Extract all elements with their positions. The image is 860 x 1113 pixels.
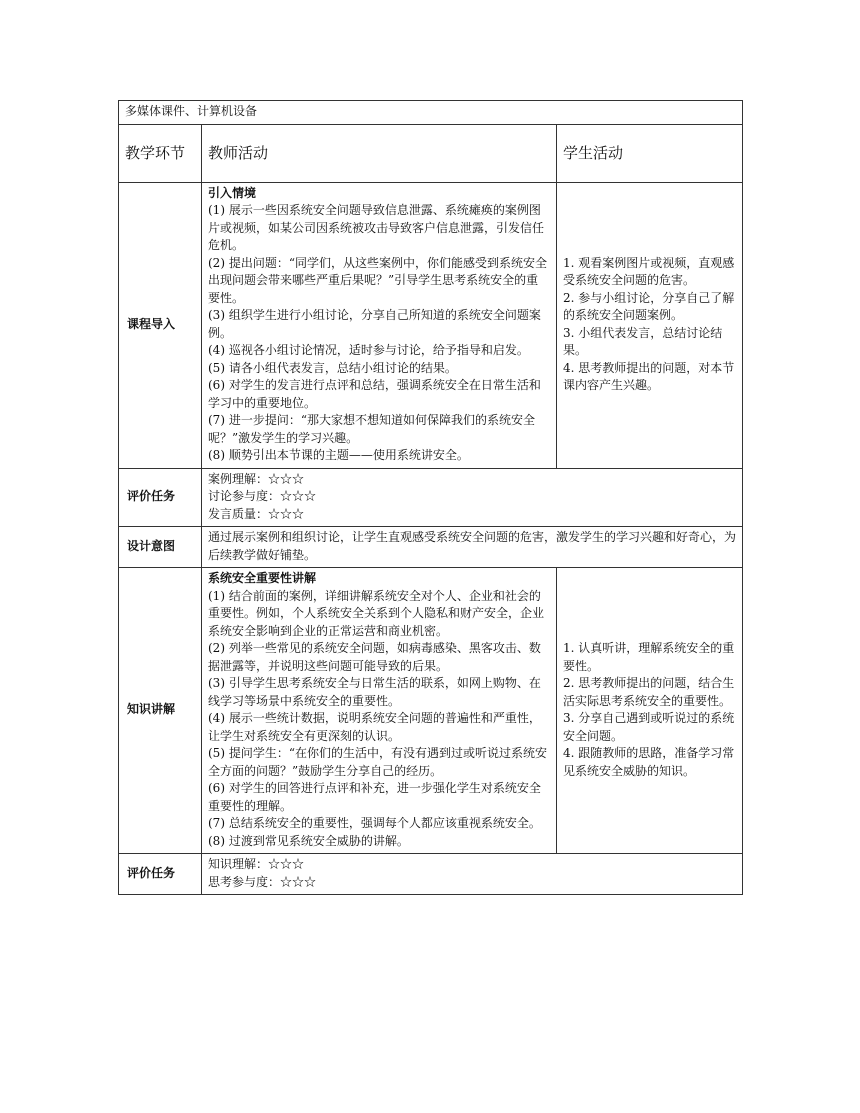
eval-item: 案例理解：☆☆☆ bbox=[208, 471, 305, 486]
knowledge-teacher-item: (8) 过渡到常见系统安全威胁的讲解。 bbox=[208, 833, 409, 848]
eval-label-1: 评价任务 bbox=[119, 468, 202, 527]
intro-teacher-item: (6) 对学生的发言进行点评和总结，强调系统安全在日常生活和学习中的重要地位。 bbox=[208, 378, 541, 410]
knowledge-teacher-title: 系统安全重要性讲解 bbox=[208, 571, 317, 585]
intro-teacher-title: 引入情境 bbox=[208, 185, 257, 200]
intro-teacher-cell bbox=[202, 182, 557, 468]
knowledge-label: 知识讲解 bbox=[119, 568, 202, 854]
knowledge-student-item: 3. 分享自己遇到或听说过的系统安全问题。 bbox=[563, 711, 735, 743]
knowledge-row bbox=[119, 568, 743, 854]
intro-teacher-item: (8) 顺势引出本节课的主题——使用系统讲安全。 bbox=[208, 448, 469, 462]
header-student: 学生活动 bbox=[557, 124, 743, 182]
design-row bbox=[119, 527, 743, 568]
knowledge-student-item: 4. 跟随教师的思路，准备学习常见系统安全威胁的知识。 bbox=[563, 746, 735, 778]
eval-row-2 bbox=[119, 854, 743, 895]
knowledge-teacher-item: (3) 引导学生思考系统安全与日常生活的联系，如网上购物、在线学习等场景中系统安全的重要性。 bbox=[208, 676, 541, 708]
knowledge-teacher-item: (1) 结合前面的案例，详细讲解系统安全对个人、企业和社会的重要性。例如，个人系统安全关系到个人隐私和财产安全，企业系统安全影响到企业的正常运营和商业机密。 bbox=[208, 588, 545, 638]
intro-label: 课程导入 bbox=[119, 182, 202, 468]
intro-row bbox=[119, 182, 743, 468]
eval-item: 发言质量：☆☆☆ bbox=[208, 506, 305, 521]
knowledge-student-item: 2. 思考教师提出的问题，结合生活实际思考系统安全的重要性。 bbox=[563, 676, 735, 708]
eval-item: 知识理解：☆☆☆ bbox=[208, 857, 305, 871]
intro-teacher-item: (5) 请各小组代表发言，总结小组讨论的结果。 bbox=[208, 360, 457, 375]
eval-item: 讨论参与度：☆☆☆ bbox=[208, 489, 317, 503]
intro-teacher-item: (7) 进一步提问：“那大家想不想知道如何保障我们的系统安全呢？”激发学生的学习兴趣。 bbox=[208, 413, 535, 445]
knowledge-teacher-item: (5) 提问学生：“在你们的生活中，有没有遇到过或听说过系统安全方面的问题？”鼓励学生分享自己的经历。 bbox=[208, 746, 547, 778]
design-label: 设计意图 bbox=[119, 527, 202, 568]
intro-student-cell bbox=[557, 182, 743, 468]
knowledge-teacher-item: (2) 列举一些常见的系统安全问题，如病毒感染、黑客攻击、数据泄露等，并说明这些问题可能导致的后果。 bbox=[208, 641, 541, 673]
intro-teacher-item: (1) 展示一些因系统安全问题导致信息泄露、系统瘫痪的案例图片或视频，如某公司因系统被攻击导致客户信息泄露，引发信任危机。 bbox=[208, 203, 545, 252]
eval-cell-2 bbox=[202, 854, 743, 895]
intro-teacher-item: (2) 提出问题：“同学们，从这些案例中，你们能感受到系统安全出现问题会带来哪些严重后果呢？”引导学生思考系统安全的重要性。 bbox=[208, 255, 547, 305]
eval-row-1 bbox=[119, 468, 743, 527]
header-teacher: 教师活动 bbox=[202, 124, 557, 182]
eval-item: 思考参与度：☆☆☆ bbox=[208, 874, 317, 889]
equipment-row bbox=[119, 101, 743, 125]
lesson-plan-table bbox=[118, 100, 743, 895]
intro-student-item: 2. 参与小组讨论，分享自己了解的系统安全问题案例。 bbox=[563, 290, 735, 322]
knowledge-student-cell bbox=[557, 568, 743, 854]
header-stage: 教学环节 bbox=[119, 124, 202, 182]
intro-teacher-item: (4) 巡视各小组讨论情况，适时参与讨论，给予指导和启发。 bbox=[208, 343, 529, 357]
knowledge-teacher-item: (7) 总结系统安全的重要性，强调每个人都应该重视系统安全。 bbox=[208, 816, 541, 830]
knowledge-teacher-cell bbox=[202, 568, 557, 854]
equipment-cell: 多媒体课件、计算机设备 bbox=[119, 101, 743, 125]
intro-student-item: 3. 小组代表发言，总结讨论结果。 bbox=[563, 325, 723, 357]
intro-student-item: 4. 思考教师提出的问题，对本节课内容产生兴趣。 bbox=[563, 360, 735, 392]
header-row bbox=[119, 124, 743, 182]
intro-student-item: 1. 观看案例图片或视频，直观感受系统安全问题的危害。 bbox=[563, 255, 735, 287]
eval-cell-1 bbox=[202, 468, 743, 527]
knowledge-student-item: 1. 认真听讲，理解系统安全的重要性。 bbox=[563, 641, 735, 673]
knowledge-teacher-item: (6) 对学生的回答进行点评和补充，进一步强化学生对系统安全重要性的理解。 bbox=[208, 781, 541, 813]
design-text: 通过展示案例和组织讨论，让学生直观感受系统安全问题的危害，激发学生的学习兴趣和好奇心，为后续教学做好铺垫。 bbox=[202, 527, 743, 568]
knowledge-teacher-item: (4) 展示一些统计数据，说明系统安全问题的普遍性和严重性，让学生对系统安全有更深刻的认识。 bbox=[208, 711, 541, 743]
intro-teacher-item: (3) 组织学生进行小组讨论，分享自己所知道的系统安全问题案例。 bbox=[208, 308, 541, 340]
eval-label-2: 评价任务 bbox=[119, 854, 202, 895]
